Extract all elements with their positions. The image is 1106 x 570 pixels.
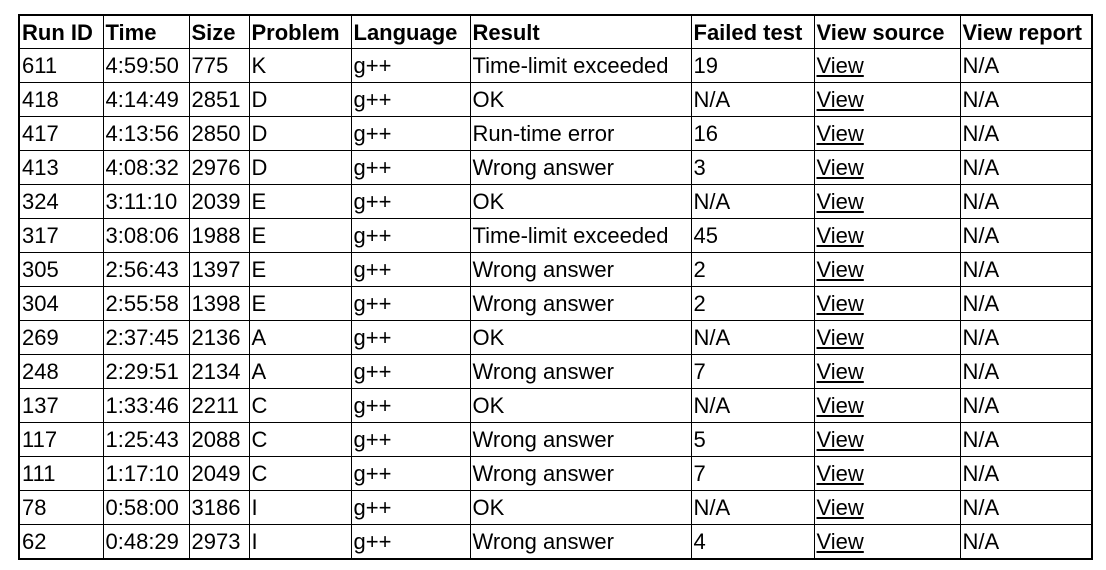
cell-failed-test: N/A bbox=[691, 83, 814, 117]
cell-failed-test: 5 bbox=[691, 423, 814, 457]
cell-failed-test: 2 bbox=[691, 253, 814, 287]
cell-size: 2850 bbox=[189, 117, 249, 151]
cell-failed-test: N/A bbox=[691, 321, 814, 355]
cell-problem: C bbox=[249, 423, 351, 457]
cell-time: 1:33:46 bbox=[103, 389, 189, 423]
table-body bbox=[19, 49, 1092, 560]
cell-time: 1:25:43 bbox=[103, 423, 189, 457]
cell-run-id: 304 bbox=[19, 287, 103, 321]
cell-problem: I bbox=[249, 525, 351, 560]
cell-problem: D bbox=[249, 117, 351, 151]
cell-size: 1397 bbox=[189, 253, 249, 287]
cell-view-report: N/A bbox=[960, 423, 1092, 457]
cell-language: g++ bbox=[351, 287, 470, 321]
header-view-source: View source bbox=[814, 15, 960, 49]
cell-language: g++ bbox=[351, 83, 470, 117]
cell-view-source bbox=[814, 151, 960, 185]
cell-language: g++ bbox=[351, 219, 470, 253]
cell-time: 3:08:06 bbox=[103, 219, 189, 253]
cell-problem: C bbox=[249, 457, 351, 491]
cell-time: 0:48:29 bbox=[103, 525, 189, 560]
cell-problem: D bbox=[249, 151, 351, 185]
header-view-report: View report bbox=[960, 15, 1092, 49]
cell-failed-test: 3 bbox=[691, 151, 814, 185]
cell-run-id: 62 bbox=[19, 525, 103, 560]
cell-run-id: 413 bbox=[19, 151, 103, 185]
cell-problem: A bbox=[249, 355, 351, 389]
cell-time: 3:11:10 bbox=[103, 185, 189, 219]
view-source-link[interactable]: View bbox=[816, 257, 864, 282]
cell-view-source bbox=[814, 287, 960, 321]
table-row bbox=[19, 423, 1092, 457]
cell-time: 2:56:43 bbox=[103, 253, 189, 287]
cell-view-report: N/A bbox=[960, 151, 1092, 185]
cell-problem: E bbox=[249, 287, 351, 321]
cell-result: Time-limit exceeded bbox=[470, 49, 691, 83]
cell-view-source bbox=[814, 219, 960, 253]
table-row bbox=[19, 253, 1092, 287]
cell-problem: E bbox=[249, 185, 351, 219]
cell-size: 2973 bbox=[189, 525, 249, 560]
cell-view-source bbox=[814, 355, 960, 389]
cell-run-id: 317 bbox=[19, 219, 103, 253]
cell-view-source bbox=[814, 423, 960, 457]
header-run-id: Run ID bbox=[19, 15, 103, 49]
table-row bbox=[19, 457, 1092, 491]
view-source-link[interactable]: View bbox=[816, 87, 864, 112]
cell-result: OK bbox=[470, 321, 691, 355]
submissions-table bbox=[18, 14, 1093, 560]
cell-failed-test: 45 bbox=[691, 219, 814, 253]
cell-view-source bbox=[814, 457, 960, 491]
cell-view-report: N/A bbox=[960, 253, 1092, 287]
cell-problem: E bbox=[249, 219, 351, 253]
cell-time: 4:14:49 bbox=[103, 83, 189, 117]
cell-run-id: 248 bbox=[19, 355, 103, 389]
cell-failed-test: 7 bbox=[691, 355, 814, 389]
cell-failed-test: 16 bbox=[691, 117, 814, 151]
cell-view-report: N/A bbox=[960, 219, 1092, 253]
cell-run-id: 611 bbox=[19, 49, 103, 83]
cell-size: 2136 bbox=[189, 321, 249, 355]
cell-result: Run-time error bbox=[470, 117, 691, 151]
cell-run-id: 111 bbox=[19, 457, 103, 491]
cell-view-source bbox=[814, 491, 960, 525]
cell-view-report: N/A bbox=[960, 83, 1092, 117]
cell-problem: D bbox=[249, 83, 351, 117]
cell-size: 2049 bbox=[189, 457, 249, 491]
table-row bbox=[19, 287, 1092, 321]
cell-result: OK bbox=[470, 491, 691, 525]
table-row bbox=[19, 151, 1092, 185]
view-source-link[interactable]: View bbox=[816, 121, 864, 146]
cell-language: g++ bbox=[351, 321, 470, 355]
table-row bbox=[19, 491, 1092, 525]
view-source-link[interactable]: View bbox=[816, 393, 864, 418]
table-row bbox=[19, 321, 1092, 355]
table-row bbox=[19, 525, 1092, 560]
cell-language: g++ bbox=[351, 423, 470, 457]
cell-result: Wrong answer bbox=[470, 423, 691, 457]
cell-language: g++ bbox=[351, 151, 470, 185]
cell-failed-test: 4 bbox=[691, 525, 814, 560]
view-source-link[interactable]: View bbox=[816, 427, 864, 452]
cell-language: g++ bbox=[351, 389, 470, 423]
cell-failed-test: N/A bbox=[691, 491, 814, 525]
view-source-link[interactable]: View bbox=[816, 223, 864, 248]
table-row bbox=[19, 49, 1092, 83]
cell-run-id: 78 bbox=[19, 491, 103, 525]
cell-size: 2851 bbox=[189, 83, 249, 117]
cell-language: g++ bbox=[351, 355, 470, 389]
cell-view-report: N/A bbox=[960, 389, 1092, 423]
table-row bbox=[19, 389, 1092, 423]
cell-language: g++ bbox=[351, 253, 470, 287]
table-row bbox=[19, 219, 1092, 253]
view-source-link[interactable]: View bbox=[816, 529, 864, 554]
cell-view-report: N/A bbox=[960, 287, 1092, 321]
cell-problem: C bbox=[249, 389, 351, 423]
cell-size: 1988 bbox=[189, 219, 249, 253]
cell-problem: K bbox=[249, 49, 351, 83]
cell-language: g++ bbox=[351, 185, 470, 219]
cell-size: 775 bbox=[189, 49, 249, 83]
cell-problem: E bbox=[249, 253, 351, 287]
cell-failed-test: 2 bbox=[691, 287, 814, 321]
cell-language: g++ bbox=[351, 457, 470, 491]
cell-view-report: N/A bbox=[960, 525, 1092, 560]
cell-size: 2211 bbox=[189, 389, 249, 423]
header-size: Size bbox=[189, 15, 249, 49]
cell-failed-test: N/A bbox=[691, 185, 814, 219]
view-source-link[interactable]: View bbox=[816, 325, 864, 350]
cell-result: Wrong answer bbox=[470, 457, 691, 491]
cell-view-report: N/A bbox=[960, 457, 1092, 491]
cell-language: g++ bbox=[351, 491, 470, 525]
cell-result: Wrong answer bbox=[470, 355, 691, 389]
header-language: Language bbox=[351, 15, 470, 49]
cell-failed-test: 19 bbox=[691, 49, 814, 83]
cell-view-report: N/A bbox=[960, 117, 1092, 151]
cell-run-id: 324 bbox=[19, 185, 103, 219]
header-problem: Problem bbox=[249, 15, 351, 49]
cell-run-id: 417 bbox=[19, 117, 103, 151]
header-row bbox=[19, 15, 1092, 49]
cell-problem: I bbox=[249, 491, 351, 525]
view-source-link[interactable]: View bbox=[816, 461, 864, 486]
header-time: Time bbox=[103, 15, 189, 49]
view-source-link[interactable]: View bbox=[816, 495, 864, 520]
cell-result: Wrong answer bbox=[470, 151, 691, 185]
cell-time: 2:29:51 bbox=[103, 355, 189, 389]
cell-result: OK bbox=[470, 185, 691, 219]
cell-size: 2976 bbox=[189, 151, 249, 185]
table-row bbox=[19, 117, 1092, 151]
cell-time: 4:59:50 bbox=[103, 49, 189, 83]
cell-result: Wrong answer bbox=[470, 253, 691, 287]
cell-time: 4:08:32 bbox=[103, 151, 189, 185]
view-source-link[interactable]: View bbox=[816, 359, 864, 384]
cell-view-source bbox=[814, 253, 960, 287]
cell-view-report: N/A bbox=[960, 355, 1092, 389]
cell-view-report: N/A bbox=[960, 491, 1092, 525]
cell-size: 2134 bbox=[189, 355, 249, 389]
cell-run-id: 269 bbox=[19, 321, 103, 355]
cell-failed-test: N/A bbox=[691, 389, 814, 423]
cell-view-report: N/A bbox=[960, 321, 1092, 355]
cell-run-id: 137 bbox=[19, 389, 103, 423]
table-row bbox=[19, 185, 1092, 219]
header-result: Result bbox=[470, 15, 691, 49]
cell-time: 2:55:58 bbox=[103, 287, 189, 321]
cell-run-id: 418 bbox=[19, 83, 103, 117]
cell-view-source bbox=[814, 83, 960, 117]
cell-view-source bbox=[814, 389, 960, 423]
cell-view-source bbox=[814, 185, 960, 219]
cell-size: 3186 bbox=[189, 491, 249, 525]
cell-language: g++ bbox=[351, 117, 470, 151]
view-source-link[interactable]: View bbox=[816, 291, 864, 316]
table-row bbox=[19, 355, 1092, 389]
cell-time: 0:58:00 bbox=[103, 491, 189, 525]
cell-view-source bbox=[814, 49, 960, 83]
cell-view-report: N/A bbox=[960, 49, 1092, 83]
view-source-link[interactable]: View bbox=[816, 53, 864, 78]
cell-time: 2:37:45 bbox=[103, 321, 189, 355]
cell-view-source bbox=[814, 321, 960, 355]
table-row bbox=[19, 83, 1092, 117]
cell-time: 1:17:10 bbox=[103, 457, 189, 491]
cell-time: 4:13:56 bbox=[103, 117, 189, 151]
header-failed-test: Failed test bbox=[691, 15, 814, 49]
cell-failed-test: 7 bbox=[691, 457, 814, 491]
cell-language: g++ bbox=[351, 49, 470, 83]
cell-language: g++ bbox=[351, 525, 470, 560]
cell-size: 1398 bbox=[189, 287, 249, 321]
cell-run-id: 305 bbox=[19, 253, 103, 287]
view-source-link[interactable]: View bbox=[816, 155, 864, 180]
cell-size: 2039 bbox=[189, 185, 249, 219]
cell-result: Time-limit exceeded bbox=[470, 219, 691, 253]
cell-size: 2088 bbox=[189, 423, 249, 457]
cell-view-report: N/A bbox=[960, 185, 1092, 219]
cell-result: OK bbox=[470, 83, 691, 117]
cell-result: Wrong answer bbox=[470, 287, 691, 321]
cell-result: OK bbox=[470, 389, 691, 423]
cell-result: Wrong answer bbox=[470, 525, 691, 560]
view-source-link[interactable]: View bbox=[816, 189, 864, 214]
cell-view-source bbox=[814, 525, 960, 560]
cell-run-id: 117 bbox=[19, 423, 103, 457]
cell-problem: A bbox=[249, 321, 351, 355]
cell-view-source bbox=[814, 117, 960, 151]
